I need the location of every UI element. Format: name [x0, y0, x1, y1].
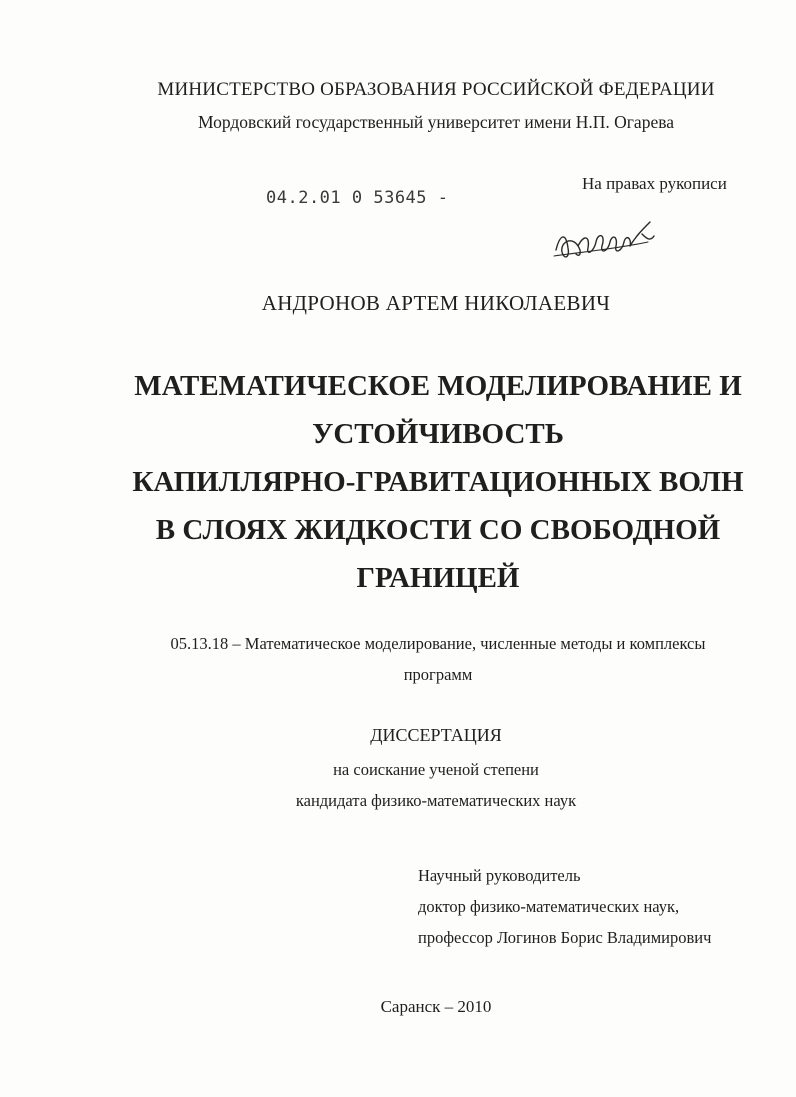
- title-line-3: КАПИЛЛЯРНО-ГРАВИТАЦИОННЫХ ВОЛН: [132, 466, 744, 498]
- ministry-heading: МИНИСТЕРСТВО ОБРАЗОВАНИЯ РОССИЙСКОЙ ФЕДЕРАЦИИ: [157, 79, 715, 100]
- specialty-line-1: 05.13.18 – Математическое моделирование, численные методы и комплексы: [170, 634, 706, 653]
- dissertation-label: ДИССЕРТАЦИЯ: [370, 725, 502, 745]
- manuscript-rights-note: На правах рукописи: [582, 174, 727, 193]
- degree-line-1: на соискание ученой степени: [333, 760, 539, 779]
- degree-line-2: кандидата физико-математических наук: [295, 791, 577, 810]
- supervisor-block: [418, 860, 711, 953]
- specialty-line-2: программ: [403, 665, 473, 684]
- title-line-4: В СЛОЯХ ЖИДКОСТИ СО СВОБОДНОЙ: [155, 514, 721, 546]
- title-line-5: ГРАНИЦЕЙ: [356, 562, 520, 594]
- supervisor-line-1: Научный руководитель: [418, 866, 581, 885]
- registration-stamp-code: 04.2.01 0 53645 -: [266, 188, 449, 208]
- supervisor-line-2: доктор физико-математических наук,: [418, 897, 680, 916]
- title-line-1: МАТЕМАТИЧЕСКОЕ МОДЕЛИРОВАНИЕ И: [134, 370, 742, 402]
- university-name: Мордовский государственный университет имени Н.П. Огарева: [197, 112, 675, 132]
- place-and-year: Саранск – 2010: [380, 997, 492, 1016]
- supervisor-line-3: профессор Логинов Борис Владимирович: [418, 928, 712, 947]
- title-line-2: УСТОЙЧИВОСТЬ: [312, 418, 564, 450]
- specialty-code: [110, 628, 766, 690]
- author-name: АНДРОНОВ АРТЕМ НИКОЛАЕВИЧ: [261, 291, 611, 315]
- dissertation-title: [110, 362, 766, 602]
- handwritten-signature: [550, 212, 660, 267]
